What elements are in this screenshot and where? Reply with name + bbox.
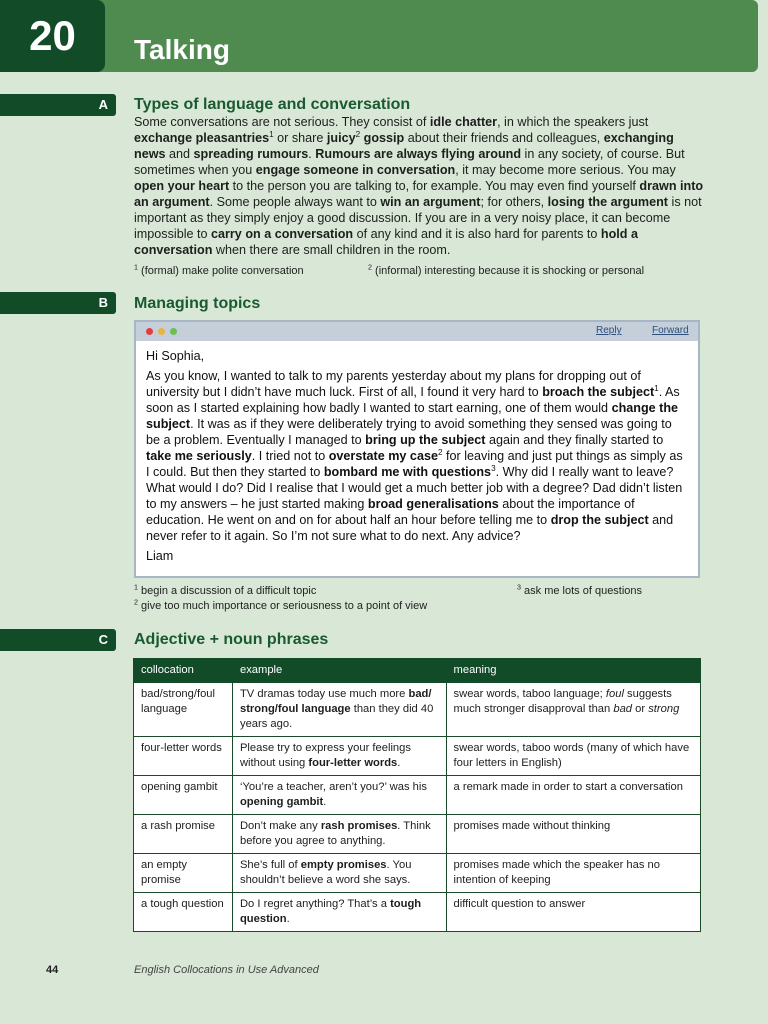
cell-example: ‘You’re a teacher, aren’t you?’ was his opening gambit.	[232, 776, 446, 815]
table-row	[134, 893, 701, 932]
cell-collocation: bad/strong/foul language	[134, 683, 233, 737]
section-b-footnote-3: $^3$ ask me lots of questions	[517, 583, 643, 597]
cell-collocation: opening gambit	[134, 776, 233, 815]
cell-meaning: swear words, taboo language; foul suggests much stronger disapproval than bad or strong	[446, 683, 700, 737]
section-a-title: Types of language and conversation	[134, 96, 411, 113]
cell-collocation: four-letter words	[134, 737, 233, 776]
header-example: example	[232, 659, 446, 683]
table-row	[134, 815, 701, 854]
section-a-footnote-2: $^2$ (informal) interesting because it is shocking or personal	[368, 263, 645, 277]
email-text: As you know, I wanted to talk to my parents yesterday about my plans for dropping out of university but I didn’t have much luck. First of all, I found it very hard to broach the subject$^1$. As soon as I started explaining how badly I wanted to start earning, one of them would change the subject. It was as if they were deliberately trying to avoid something they sensed was going to be a problem. Eventually I managed to bring up the subject again and they finally started to take me seriously. I tried not to overstate my case$^2$ for leaving and just put things as simply as I could. But then they started to bombard me with questions$^3$. Why did I really want to leave? What would I do? Did I realise that I would get a much better job with a degree? Dad didn’t listen to my answers – he just started making broad generalisations about the importance of education. He went on and on for about half an hour before telling me to drop the subject and never refer to it again. So I’m not sure what to do next. Any advice?	[146, 369, 683, 543]
cell-meaning: promises made which the speaker has no intention of keeping	[446, 854, 700, 893]
close-dot-icon	[146, 328, 153, 335]
cell-example: TV dramas today use much more bad/ strong/foul language than they did 40 years ago.	[232, 683, 446, 737]
cell-example: She’s full of empty promises. You shouldn’t believe a word she says.	[232, 854, 446, 893]
forward-link[interactable]: Forward	[652, 325, 689, 336]
header-collocation: collocation	[134, 659, 233, 683]
unit-header-bar	[0, 0, 758, 72]
table-header-row	[134, 659, 701, 683]
section-a-tab: A	[0, 94, 116, 116]
cell-meaning: swear words, taboo words (many of which have four letters in English)	[446, 737, 700, 776]
cell-example: Please try to express your feelings without using four-letter words.	[232, 737, 446, 776]
page-number: 44	[46, 964, 59, 976]
unit-number: 20	[0, 0, 105, 72]
reply-link[interactable]: Reply	[596, 325, 622, 336]
table-row	[134, 854, 701, 893]
section-a-paragraph: Some conversations are not serious. They consist of idle chatter, in which the speakers just exchange pleasantries$^1$ or share juicy$^2$ gossip about their friends and colleagues, exchanging news and spreading rumours. Rumours are always flying around in any society, of course. But sometimes when you engage someone in conversation, it may become more serious. You may open your heart to the person you are talking to, for example. You may even find yourself drawn into an argument. Some people always want to win an argument; for others, losing the argument is not important as they simply enjoy a good discussion. If you are in a very noisy place, it can become impossible to carry on a conversation of any kind and it is also hard for parents to hold a conversation when there are small children in the room.	[134, 115, 704, 257]
cell-collocation: a rash promise	[134, 815, 233, 854]
section-b-title: Managing topics	[134, 295, 261, 312]
table-row	[134, 737, 701, 776]
section-b-tab: B	[0, 292, 116, 314]
collocation-table	[133, 658, 701, 932]
cell-meaning: a remark made in order to start a conversation	[446, 776, 700, 815]
cell-meaning: promises made without thinking	[446, 815, 700, 854]
email-greeting: Hi Sophia,	[146, 349, 205, 363]
table-row	[134, 683, 701, 737]
cell-meaning: difficult question to answer	[446, 893, 700, 932]
section-b-footnote-2: $^2$ give too much importance or seriousness to a point of view	[134, 598, 428, 612]
section-a-footnote-1: $^1$ (formal) make polite conversation	[134, 263, 304, 277]
unit-title: Talking	[134, 34, 230, 65]
book-title: English Collocations in Use Advanced	[134, 964, 319, 976]
section-b-footnote-1: $^1$ begin a discussion of a difficult topic	[134, 583, 317, 597]
email-body	[136, 341, 698, 564]
email-toolbar	[136, 322, 698, 341]
section-c-tab: C	[0, 629, 116, 651]
email-window	[134, 320, 700, 578]
minimize-dot-icon	[158, 328, 165, 335]
cell-example: Do I regret anything? That’s a tough question.	[232, 893, 446, 932]
cell-collocation: a tough question	[134, 893, 233, 932]
table-row	[134, 776, 701, 815]
cell-example: Don’t make any rash promises. Think before you agree to anything.	[232, 815, 446, 854]
header-meaning: meaning	[446, 659, 700, 683]
cell-collocation: an empty promise	[134, 854, 233, 893]
section-c-title: Adjective + noun phrases	[134, 631, 329, 648]
email-signature: Liam	[146, 549, 174, 563]
maximize-dot-icon	[170, 328, 177, 335]
